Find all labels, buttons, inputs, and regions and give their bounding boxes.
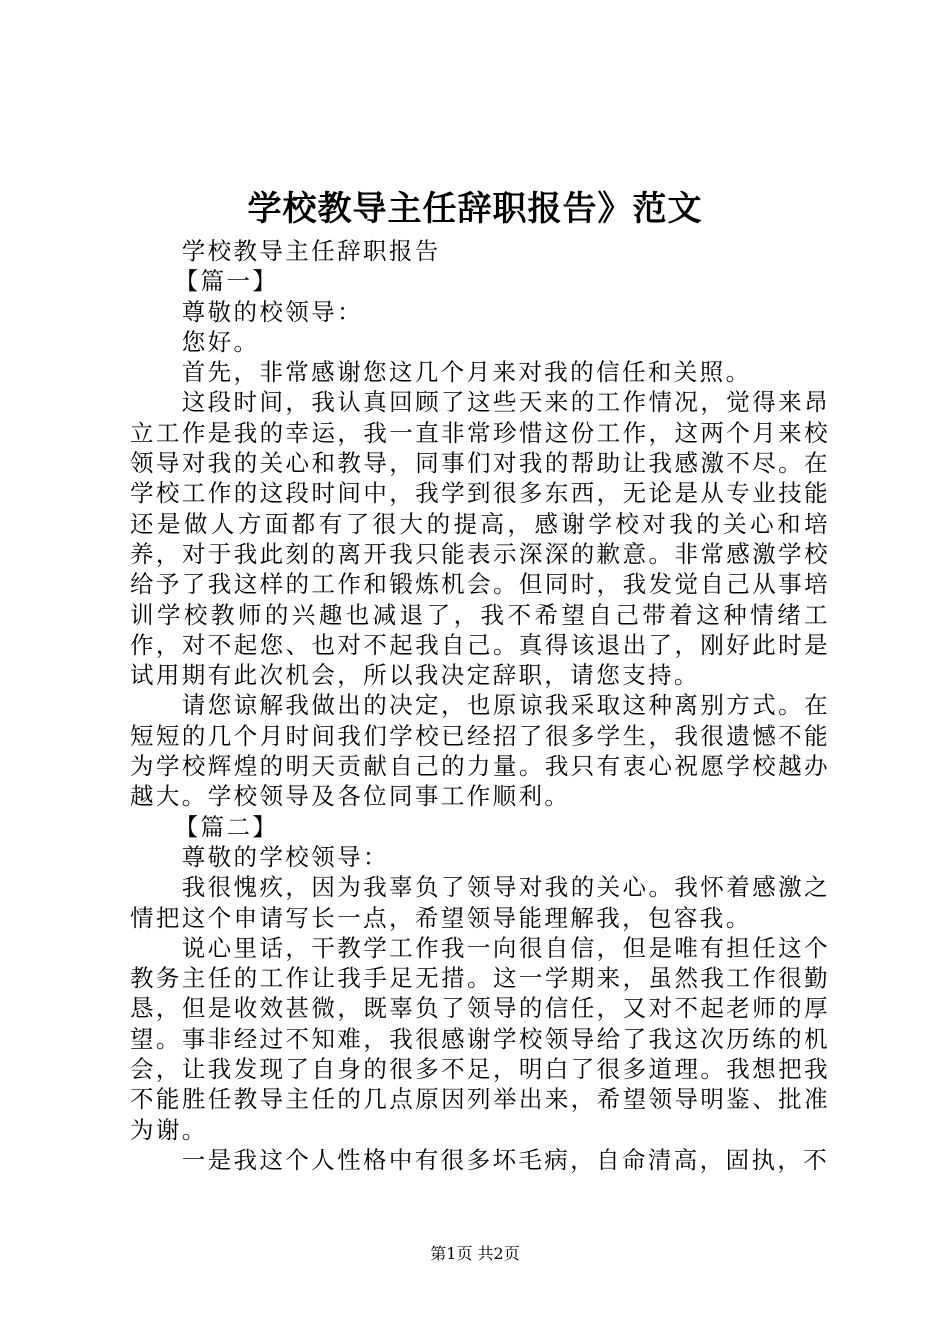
- body-paragraph: 这段时间，我认真回顾了这些天来的工作情况，觉得来昂立工作是我的幸运，我一直非常珍惜这份工作，这两个月来校领导对我的关心和教导，同事们对我的帮助让我感激不尽。在学校工作的这段时间中，我学到很多东西，无论是从专业技能还是做人方面都有了很大的提高，感谢学校对我的关心和培养，对于我此刻的离开我只能表示深深的歉意。非常感激学校给予了我这样的工作和锻炼机会。但同时，我发觉自己从事培训学校教师的兴趣也减退了，我不希望自己带着这种情绪工作，对不起您、也对不起我自己。真得该退出了，刚好此时是试用期有此次机会，所以我决定辞职，请您支持。: [130, 388, 830, 690]
- salutation-1: 尊敬的校领导：: [181, 297, 363, 326]
- body-paragraph: 一是我这个人性格中有很多坏毛病，自命清高，固执，不: [181, 1145, 830, 1174]
- page-footer: 第1页 共2页: [430, 1244, 520, 1263]
- body-paragraph: 我很愧疚，因为我辜负了领导对我的关心。我怀着感激之情把这个申请写长一点，希望领导能理解我，包容我。: [130, 873, 830, 932]
- section-heading-1: 【篇一】: [174, 267, 279, 296]
- greeting: 您好。: [181, 327, 260, 356]
- salutation-2: 尊敬的学校领导：: [181, 842, 389, 871]
- subtitle-paragraph: 学校教导主任辞职报告: [181, 237, 441, 265]
- body-paragraph: 请您谅解我做出的决定，也原谅我采取这种离别方式。在短短的几个月时间我们学校已经招了很多学生，我很遗憾不能为学校辉煌的明天贡献自己的力量。我只有衷心祝愿学校越办越大。学校领导及各位同事工作顺利。: [130, 691, 830, 811]
- document-body: [130, 236, 830, 1175]
- section-heading-2: 【篇二】: [174, 812, 279, 841]
- document-title: 学校教导主任辞职报告》范文: [247, 189, 703, 229]
- body-paragraph: 首先，非常感谢您这几个月来对我的信任和关照。: [181, 358, 752, 387]
- body-paragraph: 说心里话，干教学工作我一向很自信，但是唯有担任这个教务主任的工作让我手足无措。这一学期来，虽然我工作很勤恳，但是收效甚微，既辜负了领导的信任，又对不起老师的厚望。事非经过不知难，我很感谢学校领导给了我这次历练的机会，让我发现了自身的很多不足，明白了很多道理。我想把我不能胜任教导主任的几点原因列举出来，希望领导明鉴、批准为谢。: [130, 933, 830, 1144]
